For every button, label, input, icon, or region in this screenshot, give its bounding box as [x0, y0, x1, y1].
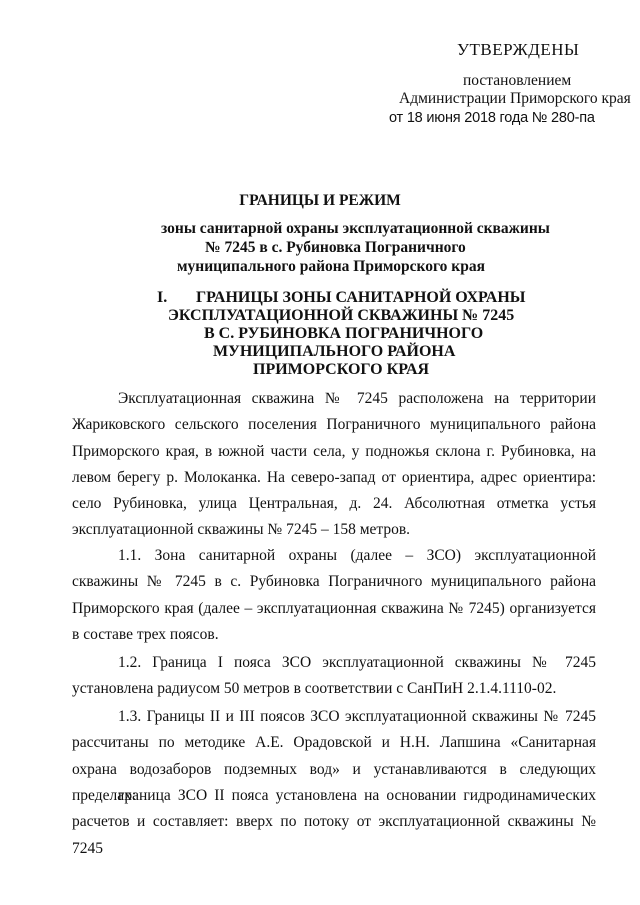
section-heading-line-2: ЭКСПЛУАТАЦИОННОЙ СКВАЖИНЫ № 7245 [168, 307, 515, 324]
approval-date-number: от 18 июня 2018 года № 280-па [389, 110, 595, 126]
section-heading-line-5: ПРИМОРСКОГО КРАЯ [253, 361, 430, 378]
document-subtitle-line-2: № 7245 в с. Рубиновка Пограничного [205, 239, 466, 256]
document-subtitle-line-3: муниципального района Приморского края [177, 258, 485, 275]
document-title: ГРАНИЦЫ И РЕЖИМ [239, 192, 401, 209]
approval-line-2: Администрации Приморского края [399, 90, 631, 107]
paragraph-1-3: 1.3. Границы II и III поясов ЗСО эксплуатационной скважины № 7245 рассчитаны по методике А.Е. Орадовской и Н.Н. Лапшина «Санитарная охрана водозаборов подземных вод» и устанавливаются в следующих пределах: [72, 708, 596, 804]
paragraph-location: Эксплуатационная скважина № 7245 расположена на территории Жариковского сельского поселения Пограничного муниципального района Приморского края, в южной части села, у подножья склона г. Рубиновка, на левом берегу р. Молоканка. На северо-запад от ориентира, адрес ориентира: село Рубиновка, улица Центральная, д. 24. Абсолютная отметка устья эксплуатационной скважины № 7245 – 158 метров. [72, 390, 596, 539]
approved-heading: УТВЕРЖДЕНЫ [457, 40, 580, 59]
section-number: I. [157, 289, 168, 306]
paragraph-zone-ii: граница ЗСО II пояса установлена на основании гидродинамических расчетов и составляет: вверх по потоку от эксплуатационной скважины № 7245 [72, 787, 596, 857]
section-heading-line-3: В С. РУБИНОВКА ПОГРАНИЧНОГО [204, 325, 484, 342]
section-heading-line-4: МУНИЦИПАЛЬНОГО РАЙОНА [213, 343, 456, 360]
paragraph-1-1: 1.1. Зона санитарной охраны (далее – ЗСО) эксплуатационной скважины № 7245 в с. Рубиновка Пограничного муниципального района Приморского края (далее – эксплуатационная скважина № 7245) организуется в составе трех поясов. [72, 547, 596, 643]
paragraph-1-2: 1.2. Граница I пояса ЗСО эксплуатационной скважины № 7245 установлена радиусом 50 метров в соответствии с СанПиН 2.1.4.1110-02. [72, 654, 596, 698]
section-heading-line-1: ГРАНИЦЫ ЗОНЫ САНИТАРНОЙ ОХРАНЫ [196, 289, 526, 306]
approval-line-1: постановлением [463, 72, 572, 89]
document-subtitle-line-1: зоны санитарной охраны эксплуатационной скважины [161, 220, 550, 237]
